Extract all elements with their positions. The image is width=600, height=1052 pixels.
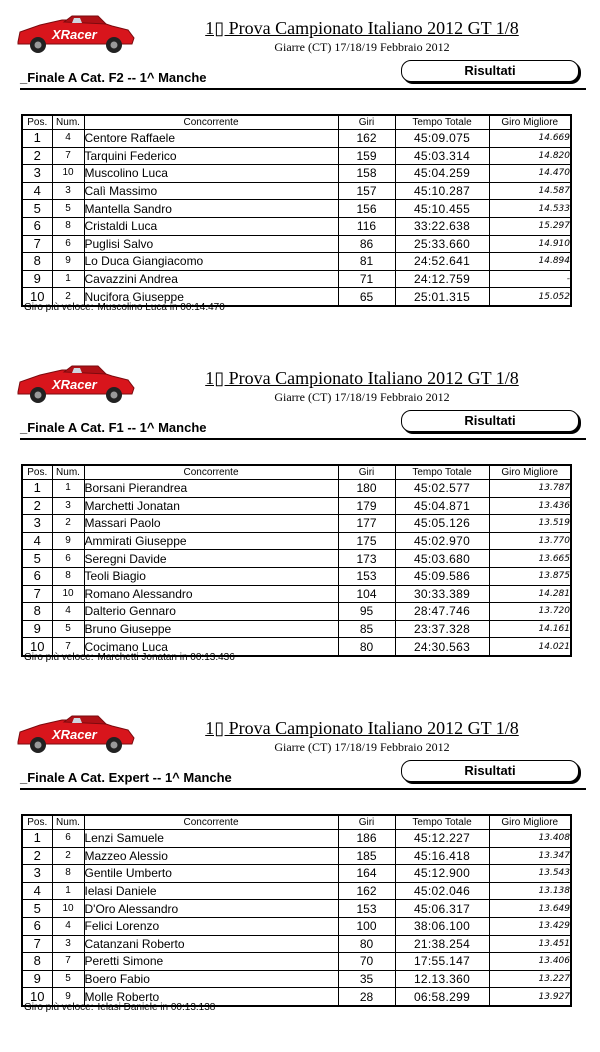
cell-tempo: 45:02.577 (395, 480, 489, 498)
risultati-button[interactable]: Risultati (401, 410, 579, 432)
cell-best: 14.669 (489, 130, 571, 148)
cell-num: 3 (52, 935, 84, 953)
cell-giri: 156 (338, 200, 395, 218)
table-row (22, 935, 571, 953)
table-row (22, 200, 571, 218)
cell-pos: 4 (22, 882, 52, 900)
results-table (21, 114, 572, 307)
cell-num: 3 (52, 497, 84, 515)
cell-best: 14.894 (489, 253, 571, 271)
cell-giri: 177 (338, 515, 395, 533)
cell-tempo: 25:01.315 (395, 288, 489, 306)
xracer-logo (14, 362, 138, 406)
results-table (21, 814, 572, 1007)
cell-best: 13.451 (489, 935, 571, 953)
cell-num: 9 (52, 253, 84, 271)
cell-num: 5 (52, 200, 84, 218)
cell-tempo: 24:52.641 (395, 253, 489, 271)
table-row (22, 847, 571, 865)
table-row (22, 165, 571, 183)
cell-best: 15.297 (489, 217, 571, 235)
cell-tempo: 28:47.746 (395, 603, 489, 621)
table-row (22, 603, 571, 621)
cell-giri: 80 (338, 935, 395, 953)
cell-tempo: 24:12.759 (395, 270, 489, 288)
cell-best: 13.138 (489, 882, 571, 900)
cell-tempo: 45:09.586 (395, 567, 489, 585)
cell-best: 13.770 (489, 532, 571, 550)
cell-giri: 179 (338, 497, 395, 515)
col-header-giri: Giri (338, 815, 395, 830)
cell-pos: 9 (22, 270, 52, 288)
table-row (22, 497, 571, 515)
cell-num: 4 (52, 130, 84, 148)
table-row (22, 900, 571, 918)
cell-num: 8 (52, 567, 84, 585)
heat-title: _Finale A Cat. F1 -- 1^ Manche (20, 420, 207, 435)
table-header-row (22, 815, 571, 830)
cell-pos: 9 (22, 620, 52, 638)
cell-num: 4 (52, 603, 84, 621)
cell-name: Molle Roberto (84, 988, 338, 1006)
table-row (22, 270, 571, 288)
cell-name: Nucifora Giuseppe (84, 288, 338, 306)
cell-tempo: 30:33.389 (395, 585, 489, 603)
cell-best: 13.406 (489, 953, 571, 971)
cell-num: 7 (52, 638, 84, 656)
cell-best: 13.543 (489, 865, 571, 883)
cell-best: 13.347 (489, 847, 571, 865)
cell-best: 13.649 (489, 900, 571, 918)
col-header-tempo: Tempo Totale (395, 815, 489, 830)
cell-tempo: 45:10.287 (395, 182, 489, 200)
risultati-button[interactable]: Risultati (401, 760, 579, 782)
cell-tempo: 45:04.871 (395, 497, 489, 515)
cell-tempo: 45:12.227 (395, 830, 489, 848)
col-header-best: Giro Migliore (489, 815, 571, 830)
col-header-num: Num. (52, 815, 84, 830)
cell-pos: 6 (22, 917, 52, 935)
car-icon (14, 712, 138, 756)
cell-num: 8 (52, 865, 84, 883)
cell-best: 14.470 (489, 165, 571, 183)
cell-tempo: 45:12.900 (395, 865, 489, 883)
cell-name: Felici Lorenzo (84, 917, 338, 935)
results-section-expert (0, 712, 600, 1052)
cell-best: 13.720 (489, 603, 571, 621)
cell-giri: 28 (338, 988, 395, 1006)
cell-name: Peretti Simone (84, 953, 338, 971)
cell-giri: 81 (338, 253, 395, 271)
fastest-lap-label: Giro più veloce: (24, 302, 94, 313)
table-row (22, 253, 571, 271)
col-header-giri: Giri (338, 115, 395, 130)
cell-giri: 164 (338, 865, 395, 883)
col-header-giri: Giri (338, 465, 395, 480)
cell-best: 14.587 (489, 182, 571, 200)
logo-text: XRacer (52, 727, 97, 742)
cell-name: D'Oro Alessandro (84, 900, 338, 918)
cell-giri: 95 (338, 603, 395, 621)
cell-name: Massari Paolo (84, 515, 338, 533)
cell-name: Ammirati Giuseppe (84, 532, 338, 550)
results-section-f2 (0, 12, 600, 352)
col-header-best: Giro Migliore (489, 115, 571, 130)
cell-pos: 8 (22, 603, 52, 621)
table-row (22, 532, 571, 550)
cell-best: 14.281 (489, 585, 571, 603)
col-header-num: Num. (52, 115, 84, 130)
cell-num: 6 (52, 235, 84, 253)
cell-num: 5 (52, 620, 84, 638)
cell-giri: 173 (338, 550, 395, 568)
xracer-logo (14, 12, 138, 56)
cell-giri: 162 (338, 882, 395, 900)
risultati-button[interactable]: Risultati (401, 60, 579, 82)
cell-pos: 7 (22, 235, 52, 253)
cell-pos: 4 (22, 182, 52, 200)
cell-num: 1 (52, 882, 84, 900)
cell-pos: 6 (22, 217, 52, 235)
cell-tempo: 38:06.100 (395, 917, 489, 935)
cell-name: Puglisi Salvo (84, 235, 338, 253)
cell-num: 1 (52, 480, 84, 498)
cell-giri: 153 (338, 900, 395, 918)
table-row (22, 515, 571, 533)
cell-tempo: 45:02.046 (395, 882, 489, 900)
cell-best: 14.910 (489, 235, 571, 253)
cell-num: 9 (52, 988, 84, 1006)
cell-best: 14.161 (489, 620, 571, 638)
cell-name: Lo Duca Giangiacomo (84, 253, 338, 271)
cell-tempo: 45:03.314 (395, 147, 489, 165)
cell-tempo: 45:06.317 (395, 900, 489, 918)
col-header-pos: Pos. (22, 115, 52, 130)
cell-giri: 159 (338, 147, 395, 165)
cell-best: 13.436 (489, 497, 571, 515)
fastest-lap-value: Marchetti Jonatan in 00:13.436 (97, 652, 235, 663)
cell-name: Cocimano Luca (84, 638, 338, 656)
event-subtitle: Giarre (CT) 17/18/19 Febbraio 2012 (274, 740, 450, 754)
event-title: 1▯ Prova Campionato Italiano 2012 GT 1/8 (205, 718, 519, 738)
col-header-concorrente: Concorrente (84, 465, 338, 480)
cell-tempo: 45:03.680 (395, 550, 489, 568)
col-header-pos: Pos. (22, 465, 52, 480)
divider (20, 88, 586, 90)
cell-name: Bruno Giuseppe (84, 620, 338, 638)
cell-tempo: 21:38.254 (395, 935, 489, 953)
cell-giri: 153 (338, 567, 395, 585)
cell-giri: 86 (338, 235, 395, 253)
cell-pos: 2 (22, 497, 52, 515)
cell-name: Calì Massimo (84, 182, 338, 200)
cell-name: Cavazzini Andrea (84, 270, 338, 288)
cell-pos: 3 (22, 515, 52, 533)
cell-tempo: 45:16.418 (395, 847, 489, 865)
cell-name: Marchetti Jonatan (84, 497, 338, 515)
cell-giri: 100 (338, 917, 395, 935)
cell-giri: 80 (338, 638, 395, 656)
cell-pos: 4 (22, 532, 52, 550)
cell-giri: 70 (338, 953, 395, 971)
cell-best: - (489, 270, 571, 288)
fastest-lap-label: Giro più veloce: (24, 1002, 94, 1013)
cell-best: 13.429 (489, 917, 571, 935)
cell-pos: 7 (22, 935, 52, 953)
cell-num: 1 (52, 270, 84, 288)
cell-num: 10 (52, 165, 84, 183)
cell-pos: 5 (22, 900, 52, 918)
cell-pos: 5 (22, 200, 52, 218)
cell-giri: 85 (338, 620, 395, 638)
event-title: 1▯ Prova Campionato Italiano 2012 GT 1/8 (205, 368, 519, 388)
cell-name: Seregni Davide (84, 550, 338, 568)
logo-text: XRacer (52, 27, 97, 42)
cell-pos: 8 (22, 953, 52, 971)
fastest-lap-value: Muscolino Luca in 00:14.470 (97, 302, 225, 313)
divider (20, 438, 586, 440)
cell-num: 3 (52, 182, 84, 200)
table-row (22, 882, 571, 900)
table-header-row (22, 465, 571, 480)
results-section-f1 (0, 362, 600, 702)
cell-pos: 1 (22, 830, 52, 848)
cell-name: Lenzi Samuele (84, 830, 338, 848)
col-header-tempo: Tempo Totale (395, 115, 489, 130)
col-header-tempo: Tempo Totale (395, 465, 489, 480)
cell-best: 14.820 (489, 147, 571, 165)
fastest-lap-label: Giro più veloce: (24, 652, 94, 663)
cell-giri: 162 (338, 130, 395, 148)
table-row (22, 917, 571, 935)
cell-pos: 2 (22, 847, 52, 865)
cell-best: 13.665 (489, 550, 571, 568)
col-header-pos: Pos. (22, 815, 52, 830)
table-row (22, 830, 571, 848)
cell-name: Boero Fabio (84, 970, 338, 988)
cell-name: Romano Alessandro (84, 585, 338, 603)
cell-tempo: 45:09.075 (395, 130, 489, 148)
cell-giri: 116 (338, 217, 395, 235)
cell-tempo: 24:30.563 (395, 638, 489, 656)
cell-best: 14.533 (489, 200, 571, 218)
fastest-lap (24, 302, 229, 313)
results-table (21, 464, 572, 657)
cell-best: 14.021 (489, 638, 571, 656)
cell-giri: 104 (338, 585, 395, 603)
cell-tempo: 45:04.259 (395, 165, 489, 183)
cell-best: 13.408 (489, 830, 571, 848)
cell-pos: 10 (22, 638, 52, 656)
cell-pos: 3 (22, 165, 52, 183)
cell-name: Ielasi Daniele (84, 882, 338, 900)
cell-tempo: 33:22.638 (395, 217, 489, 235)
cell-name: Mazzeo Alessio (84, 847, 338, 865)
cell-best: 13.519 (489, 515, 571, 533)
cell-num: 9 (52, 532, 84, 550)
cell-num: 2 (52, 847, 84, 865)
event-subtitle: Giarre (CT) 17/18/19 Febbraio 2012 (274, 390, 450, 404)
cell-name: Borsani Pierandrea (84, 480, 338, 498)
cell-num: 7 (52, 147, 84, 165)
cell-name: Gentile Umberto (84, 865, 338, 883)
cell-best: 13.927 (489, 988, 571, 1006)
cell-pos: 3 (22, 865, 52, 883)
cell-giri: 35 (338, 970, 395, 988)
car-icon (14, 12, 138, 56)
table-row (22, 567, 571, 585)
cell-tempo: 45:05.126 (395, 515, 489, 533)
cell-tempo: 23:37.328 (395, 620, 489, 638)
col-header-concorrente: Concorrente (84, 815, 338, 830)
cell-name: Teoli Biagio (84, 567, 338, 585)
cell-tempo: 25:33.660 (395, 235, 489, 253)
cell-pos: 9 (22, 970, 52, 988)
table-row (22, 550, 571, 568)
table-row (22, 235, 571, 253)
table-row (22, 970, 571, 988)
table-row (22, 217, 571, 235)
cell-giri: 186 (338, 830, 395, 848)
table-row (22, 147, 571, 165)
car-icon (14, 362, 138, 406)
cell-pos: 7 (22, 585, 52, 603)
table-row (22, 480, 571, 498)
cell-tempo: 45:10.455 (395, 200, 489, 218)
col-header-num: Num. (52, 465, 84, 480)
table-header-row (22, 115, 571, 130)
cell-num: 6 (52, 830, 84, 848)
cell-name: Centore Raffaele (84, 130, 338, 148)
table-row (22, 953, 571, 971)
fastest-lap (24, 1002, 219, 1013)
cell-best: 13.787 (489, 480, 571, 498)
cell-tempo: 12.13.360 (395, 970, 489, 988)
cell-giri: 158 (338, 165, 395, 183)
cell-tempo: 17:55.147 (395, 953, 489, 971)
cell-pos: 10 (22, 288, 52, 306)
table-row (22, 585, 571, 603)
fastest-lap (24, 652, 239, 663)
cell-pos: 6 (22, 567, 52, 585)
table-row (22, 620, 571, 638)
cell-giri: 180 (338, 480, 395, 498)
col-header-concorrente: Concorrente (84, 115, 338, 130)
cell-num: 4 (52, 917, 84, 935)
cell-tempo: 45:02.970 (395, 532, 489, 550)
cell-pos: 1 (22, 130, 52, 148)
cell-pos: 5 (22, 550, 52, 568)
cell-num: 2 (52, 288, 84, 306)
table-row (22, 865, 571, 883)
cell-giri: 71 (338, 270, 395, 288)
xracer-logo (14, 712, 138, 756)
fastest-lap-value: Ielasi Daniele in 00:13.138 (97, 1002, 216, 1013)
cell-giri: 157 (338, 182, 395, 200)
cell-name: Catanzani Roberto (84, 935, 338, 953)
cell-name: Tarquini Federico (84, 147, 338, 165)
cell-name: Cristaldi Luca (84, 217, 338, 235)
cell-pos: 8 (22, 253, 52, 271)
cell-best: 13.227 (489, 970, 571, 988)
cell-num: 10 (52, 585, 84, 603)
cell-giri: 175 (338, 532, 395, 550)
cell-tempo: 06:58.299 (395, 988, 489, 1006)
cell-giri: 65 (338, 288, 395, 306)
cell-num: 7 (52, 953, 84, 971)
event-subtitle: Giarre (CT) 17/18/19 Febbraio 2012 (274, 40, 450, 54)
cell-num: 10 (52, 900, 84, 918)
cell-num: 6 (52, 550, 84, 568)
heat-title: _Finale A Cat. Expert -- 1^ Manche (20, 770, 232, 785)
cell-best: 13.875 (489, 567, 571, 585)
cell-pos: 10 (22, 988, 52, 1006)
cell-giri: 185 (338, 847, 395, 865)
cell-best: 15.052 (489, 288, 571, 306)
col-header-best: Giro Migliore (489, 465, 571, 480)
table-row (22, 182, 571, 200)
cell-num: 5 (52, 970, 84, 988)
cell-pos: 1 (22, 480, 52, 498)
cell-name: Muscolino Luca (84, 165, 338, 183)
cell-pos: 2 (22, 147, 52, 165)
table-row (22, 130, 571, 148)
heat-title: _Finale A Cat. F2 -- 1^ Manche (20, 70, 207, 85)
logo-text: XRacer (52, 377, 97, 392)
divider (20, 788, 586, 790)
cell-name: Mantella Sandro (84, 200, 338, 218)
event-title: 1▯ Prova Campionato Italiano 2012 GT 1/8 (205, 18, 519, 38)
cell-name: Dalterio Gennaro (84, 603, 338, 621)
cell-num: 8 (52, 217, 84, 235)
cell-num: 2 (52, 515, 84, 533)
